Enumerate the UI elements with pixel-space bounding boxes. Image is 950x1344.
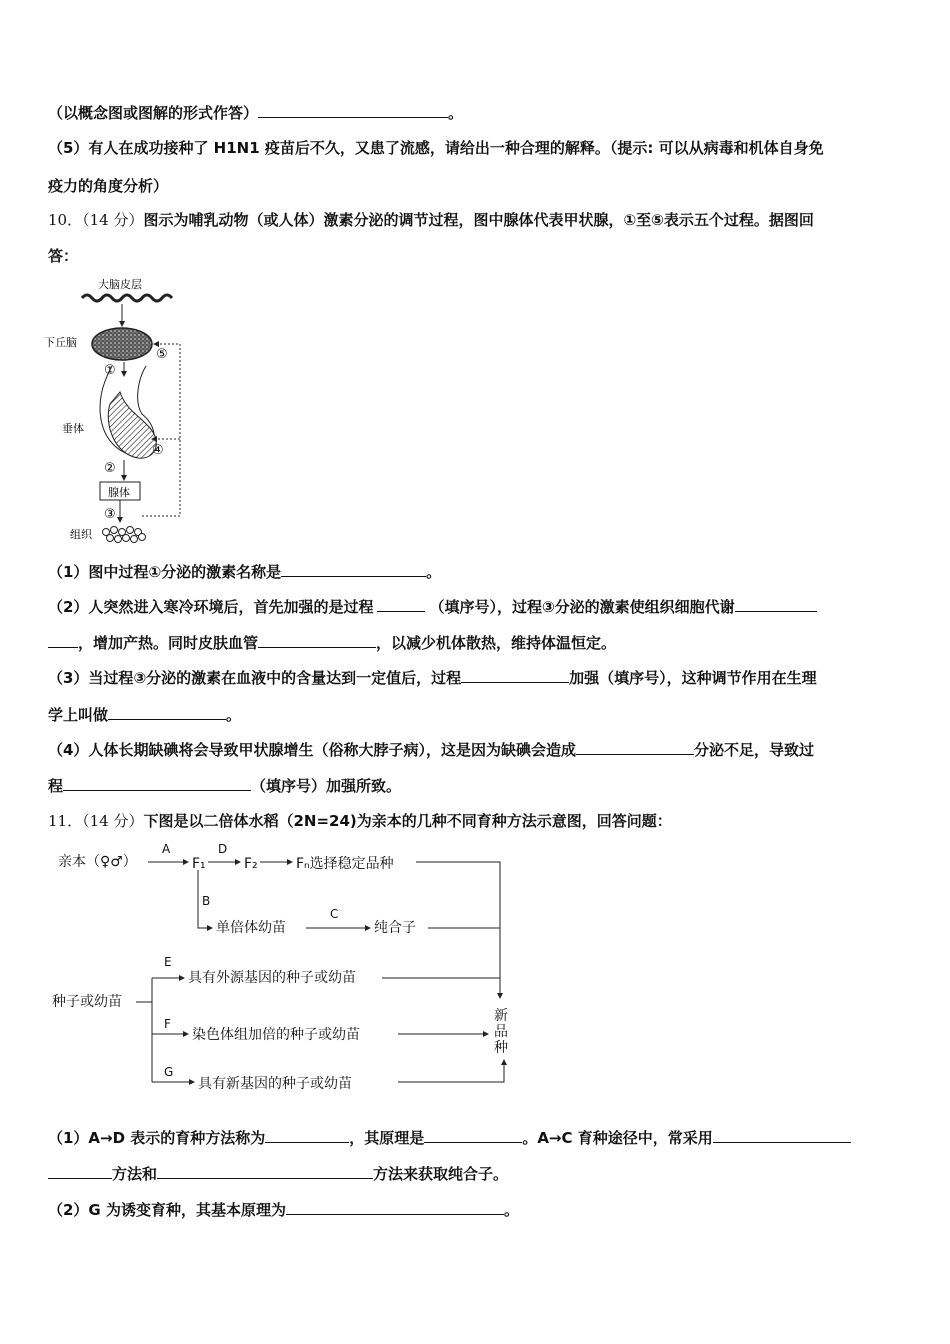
- label-E: E: [164, 955, 172, 969]
- answer-blank[interactable]: [258, 633, 376, 648]
- process-1-label: ①: [104, 363, 116, 378]
- answer-blank[interactable]: [258, 103, 448, 118]
- process-5-label: ⑤: [156, 347, 168, 362]
- answer-blank[interactable]: [286, 1200, 504, 1215]
- q10-sub4-text3: 程: [48, 777, 64, 795]
- prompt-text: （以概念图或图解的形式作答）: [48, 104, 259, 122]
- q10-sub2-cont: [48, 633, 616, 653]
- q11-sub2: [48, 1200, 519, 1220]
- hypothalamus-label: 下丘脑: [44, 336, 77, 349]
- q11-sub2-text: （2）G 为诱变育种，其基本原理为: [48, 1201, 286, 1219]
- answer-blank[interactable]: [157, 1164, 373, 1179]
- answer-blank[interactable]: [735, 597, 817, 612]
- q10-sub4-text4: （填序号）加强所致。: [251, 777, 402, 795]
- answer-blank[interactable]: [63, 776, 251, 791]
- pituitary-label: 垂体: [62, 422, 84, 435]
- label-A: A: [162, 842, 171, 856]
- tissue-cells: [103, 527, 146, 543]
- q10-sub2-text: （2）人突然进入寒冷环境后，首先加强的是过程: [48, 598, 374, 616]
- pituitary-shape: [108, 392, 156, 458]
- hormone-regulation-diagram: [42, 274, 202, 549]
- question-10-header: [48, 210, 814, 230]
- q10-sub4-cont: [48, 776, 401, 796]
- label-C: C: [330, 907, 339, 921]
- q10-sub3: [48, 668, 817, 688]
- q11-sub1-text2: ，其原理是: [349, 1129, 425, 1147]
- q10-sub1: [48, 562, 441, 582]
- q10-sub3-text3: 学上叫做: [48, 706, 109, 724]
- question-11-header: [48, 811, 672, 831]
- label-Fn: Fₙ选择稳定品种: [296, 856, 394, 872]
- label-F1: F₁: [192, 856, 206, 872]
- q10-sub3-cont: [48, 705, 241, 725]
- q11-sub1-text3: 。A→C 育种途径中，常采用: [522, 1129, 713, 1147]
- question-10-cont: 答：: [48, 247, 79, 265]
- q10-sub2: [48, 597, 817, 617]
- g-text: 具有新基因的种子或幼苗: [198, 1076, 352, 1092]
- q10-sub3-text: （3）当过程③分泌的激素在血液中的含量达到一定值后，过程: [48, 669, 462, 687]
- q10-sub4-text: （4）人体长期缺碘将会导致甲状腺增生（俗称大脖子病），这是因为缺碘会造成: [48, 741, 576, 759]
- period: 。: [226, 706, 242, 724]
- cortex-label: 大脑皮层: [98, 278, 142, 291]
- question-number: 11．（14 分）: [48, 812, 144, 830]
- label-F2: F₂: [244, 856, 258, 872]
- label-B: B: [202, 894, 211, 908]
- q10-sub3-text2: 加强（填序号），这种调节作用在生理: [569, 669, 817, 687]
- answer-blank[interactable]: [424, 1128, 522, 1143]
- f-text: 染色体组加倍的种子或幼苗: [192, 1027, 360, 1043]
- pure-label: 纯合子: [374, 920, 416, 936]
- process-3-label: ③: [104, 507, 116, 522]
- question-text: 图示为哺乳动物（或人体）激素分泌的调节过程，图中腺体代表甲状腺，①至⑤表示五个过程。据图回: [143, 211, 814, 229]
- gland-label: 腺体: [108, 486, 130, 499]
- answer-blank[interactable]: [48, 633, 78, 648]
- q11-sub1: [48, 1128, 851, 1148]
- process-2-label: ②: [104, 461, 116, 476]
- q10-sub4-text2: 分泌不足，导致过: [693, 741, 814, 759]
- haploid-label: 单倍体幼苗: [216, 920, 286, 936]
- q11-sub1-text5: 方法来获取纯合子。: [373, 1165, 509, 1183]
- q10-sub1-text: （1）图中过程①分泌的激素名称是: [48, 563, 282, 581]
- parent-label: 亲本（♀♂）: [58, 854, 137, 870]
- answer-blank[interactable]: [108, 705, 226, 720]
- seed-label: 种子或幼苗: [52, 994, 122, 1010]
- q10-sub2-text3: ，增加产热。同时皮肤血管: [78, 634, 259, 652]
- answer-blank[interactable]: [576, 740, 694, 755]
- new-label-3: 种: [494, 1040, 508, 1056]
- arrow-g-new: [398, 1060, 504, 1082]
- answer-prompt-line: [48, 103, 463, 123]
- label-F: F: [164, 1017, 171, 1031]
- breeding-methods-diagram: [48, 838, 528, 1093]
- answer-blank[interactable]: [48, 1164, 112, 1179]
- q10-sub2-text4: ，以减少机体散热，维持体温恒定。: [376, 634, 617, 652]
- answer-blank[interactable]: [461, 668, 569, 683]
- q11-sub1-text: （1）A→D 表示的育种方法称为: [48, 1129, 266, 1147]
- new-label-1: 新: [494, 1008, 508, 1024]
- answer-blank[interactable]: [713, 1128, 851, 1143]
- answer-blank[interactable]: [265, 1128, 349, 1143]
- question-text: 下图是以二倍体水稻（2N=24)为亲本的几种不同育种方法示意图，回答问题：: [143, 812, 672, 830]
- label-G: G: [164, 1065, 174, 1079]
- new-label-2: 品: [494, 1024, 508, 1040]
- label-D: D: [218, 842, 228, 856]
- tissue-label: 组织: [70, 528, 92, 541]
- period: 。: [426, 563, 442, 581]
- answer-blank[interactable]: [281, 562, 426, 577]
- question-5-line: （5）有人在成功接种了 H1N1 疫苗后不久，又患了流感，请给出一种合理的解释。（提示: 可以从病毒和机体自身免: [48, 139, 824, 157]
- q10-sub4: [48, 740, 814, 760]
- cortex-wave: [82, 295, 172, 301]
- answer-blank[interactable]: [377, 597, 425, 612]
- hypothalamus-shape: [92, 328, 152, 360]
- period: 。: [503, 1201, 519, 1219]
- q11-sub1-text4: 方法和: [112, 1165, 158, 1183]
- process-4-label: ④: [152, 443, 164, 458]
- period: 。: [448, 104, 464, 122]
- q11-sub1-cont: [48, 1164, 508, 1184]
- e-text: 具有外源基因的种子或幼苗: [188, 970, 356, 986]
- question-number: 10．（14 分）: [48, 211, 144, 229]
- question-5-cont: 疫力的角度分析）: [48, 177, 169, 195]
- q10-sub2-text2: （填序号），过程③分泌的激素使组织细胞代谢: [429, 598, 735, 616]
